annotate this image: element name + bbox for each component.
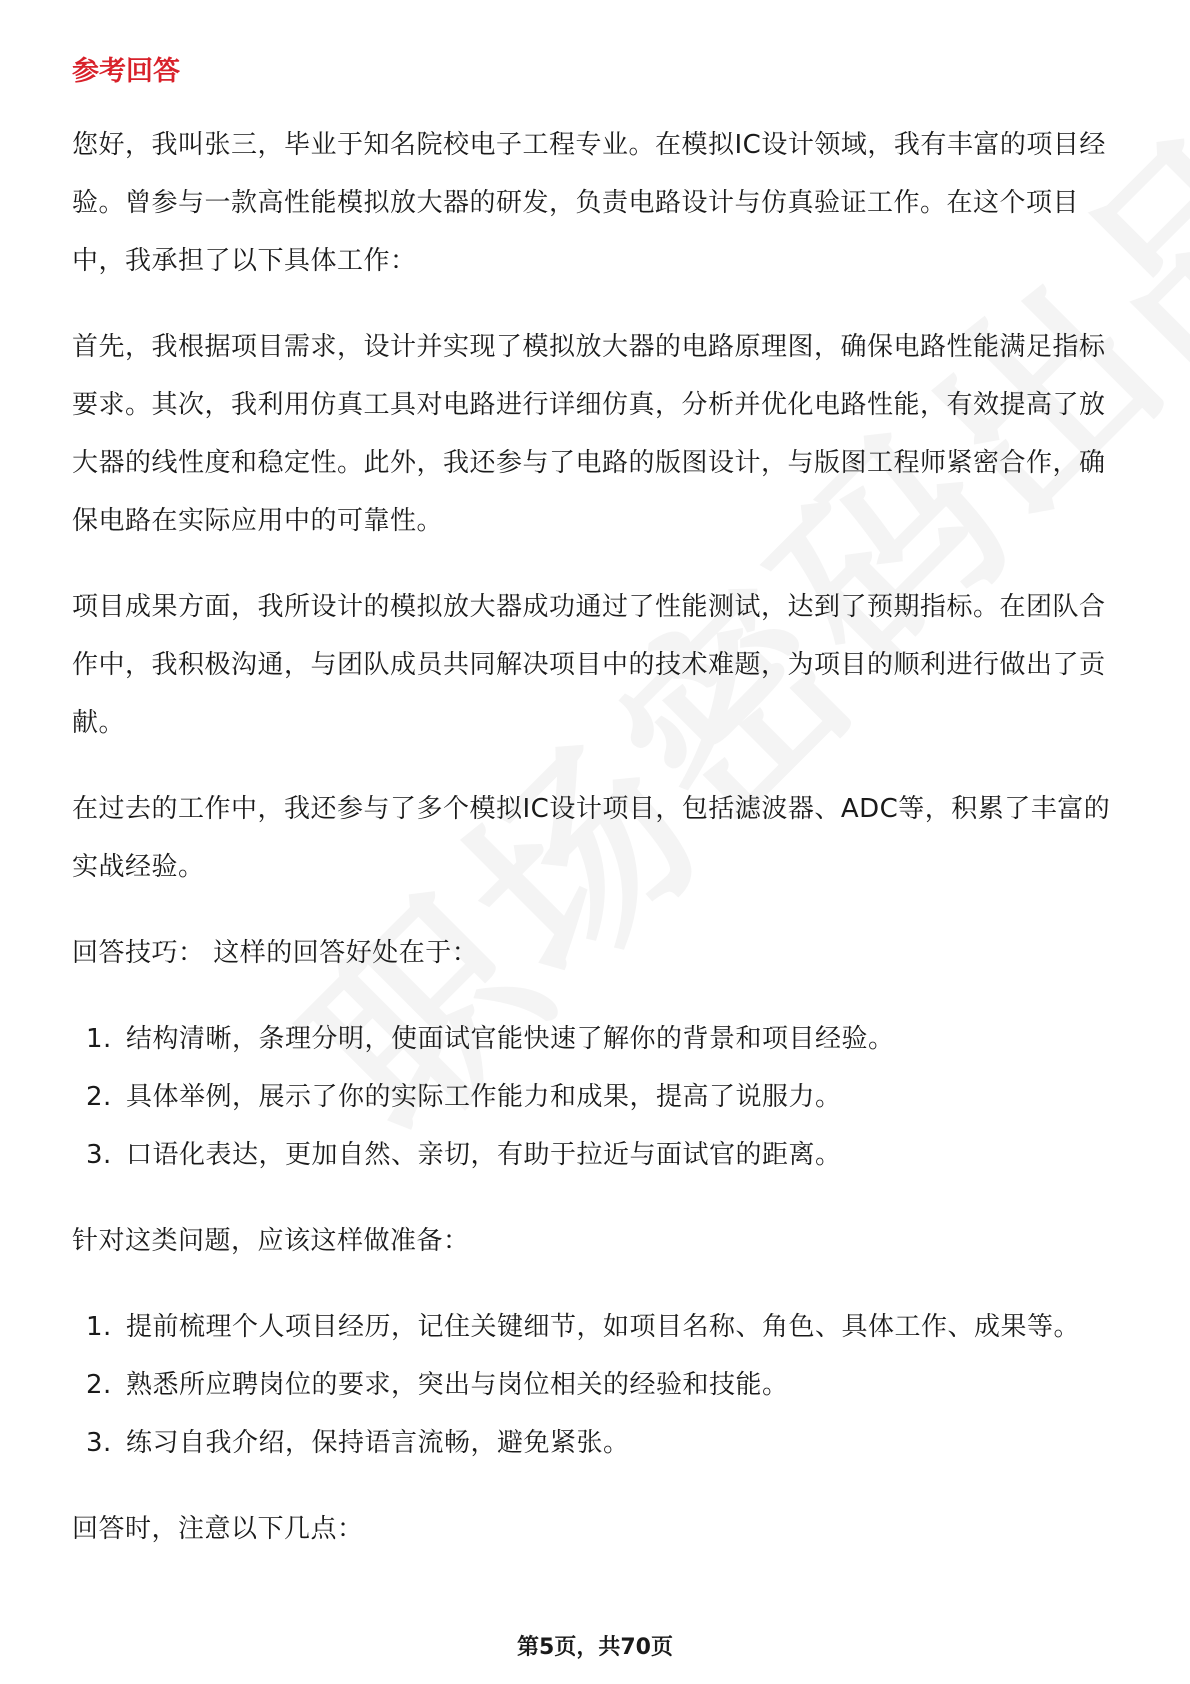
answer-paragraph-2: 首先，我根据项目需求，设计并实现了模拟放大器的电路原理图，确保电路性能满足指标要求。其次，我利用仿真工具对电路进行详细仿真，分析并优化电路性能，有效提高了放大器的线性度和稳定性。此外，我还参与了电路的版图设计，与版图工程师紧密合作，确保电路在实际应用中的可靠性。 xyxy=(72,332,1106,536)
prep-list xyxy=(72,1298,1122,1472)
list-item xyxy=(72,1010,1122,1068)
page-content xyxy=(72,48,1122,1586)
answer-paragraph-3: 项目成果方面，我所设计的模拟放大器成功通过了性能测试，达到了预期指标。在团队合作中，我积极沟通，与团队成员共同解决项目中的技术难题，为项目的顺利进行做出了贡献。 xyxy=(72,592,1106,738)
list-number: 2. xyxy=(86,1370,112,1400)
list-item-text: 练习自我介绍，保持语言流畅，避免紧张。 xyxy=(126,1428,630,1458)
list-number: 1. xyxy=(86,1024,112,1054)
closing-line: 回答时，注意以下几点： xyxy=(72,1514,364,1544)
list-item xyxy=(72,1414,1122,1472)
answer-paragraph-4: 在过去的工作中，我还参与了多个模拟IC设计项目，包括滤波器、ADC等，积累了丰富的实战经验。 xyxy=(72,794,1111,882)
list-item xyxy=(72,1126,1122,1184)
tips-list xyxy=(72,1010,1122,1184)
list-item-text: 结构清晰，条理分明，使面试官能快速了解你的背景和项目经验。 xyxy=(126,1024,895,1054)
list-item xyxy=(72,1298,1122,1356)
list-number: 3. xyxy=(86,1140,112,1170)
list-number: 2. xyxy=(86,1082,112,1112)
list-item xyxy=(72,1068,1122,1126)
page-number-footer: 第5页，共70页 xyxy=(517,1635,673,1660)
list-item-text: 口语化表达，更加自然、亲切，有助于拉近与面试官的距离。 xyxy=(126,1140,842,1170)
list-item-text: 提前梳理个人项目经历，记住关键细节，如项目名称、角色、具体工作、成果等。 xyxy=(126,1312,1081,1342)
list-item-text: 熟悉所应聘岗位的要求，突出与岗位相关的经验和技能。 xyxy=(126,1370,789,1400)
answer-paragraph-1: 您好，我叫张三，毕业于知名院校电子工程专业。在模拟IC设计领域，我有丰富的项目经验。曾参与一款高性能模拟放大器的研发，负责电路设计与仿真验证工作。在这个项目中，我承担了以下具体工作： xyxy=(72,130,1106,276)
prep-intro: 针对这类问题，应该这样做准备： xyxy=(72,1226,470,1256)
list-number: 1. xyxy=(86,1312,112,1342)
list-item xyxy=(72,1356,1122,1414)
section-heading: 参考回答 xyxy=(72,56,180,87)
list-item-text: 具体举例，展示了你的实际工作能力和成果，提高了说服力。 xyxy=(126,1082,842,1112)
list-number: 3. xyxy=(86,1428,112,1458)
tips-intro: 回答技巧： 这样的回答好处在于： xyxy=(72,938,479,968)
